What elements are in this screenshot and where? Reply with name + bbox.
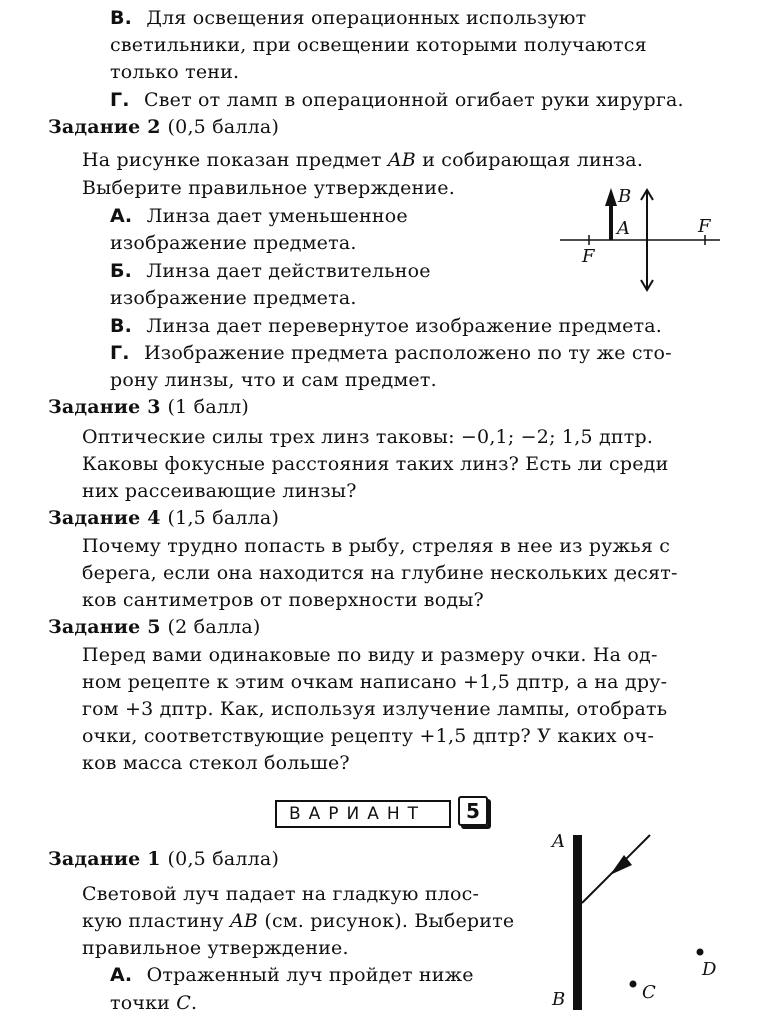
label-c: C bbox=[642, 982, 656, 1003]
plate-diagram bbox=[540, 825, 760, 1024]
task-title: Задание 5 bbox=[48, 616, 161, 638]
option-text: Линза дает перевернутое изображение предмета. bbox=[146, 315, 662, 337]
option-text: точки bbox=[110, 992, 177, 1014]
prev-option-v-line3: только тени. bbox=[110, 61, 240, 83]
task-points: (1,5 балла) bbox=[167, 507, 280, 529]
task2-option-g-line2: рону линзы, что и сам предмет. bbox=[110, 369, 437, 391]
body-text: (см. рисунок). Выберите bbox=[258, 910, 515, 932]
point-c bbox=[630, 981, 637, 988]
task4-header bbox=[48, 505, 279, 531]
task3-line3: них рассеивающие линзы? bbox=[82, 480, 357, 502]
label-f-right: F bbox=[698, 216, 711, 237]
option-marker: А. bbox=[110, 205, 133, 227]
task2-option-v bbox=[110, 313, 662, 339]
plate-ab bbox=[573, 835, 582, 1010]
label-b: B bbox=[552, 989, 566, 1010]
task2-header bbox=[48, 114, 279, 140]
body-text: кую пластину bbox=[82, 910, 230, 932]
option-marker: Г. bbox=[110, 89, 130, 111]
option-text: Для освещения операционных используют bbox=[146, 7, 587, 29]
option-marker: Б. bbox=[110, 260, 133, 282]
task5-line1: Перед вами одинаковые по виду и размеру очки. На од- bbox=[82, 644, 658, 666]
label-a: A bbox=[552, 831, 566, 852]
task3-line2: Каковы фокусные расстояния таких линз? Есть ли среди bbox=[82, 453, 669, 475]
task2-intro-line1 bbox=[82, 147, 643, 173]
task2-option-a-line2: изображение предмета. bbox=[110, 232, 357, 254]
label-a: A bbox=[617, 218, 631, 239]
ray-arrowhead bbox=[610, 855, 632, 875]
variant-label: ВАРИАНТ bbox=[275, 800, 451, 828]
option-marker: А. bbox=[110, 964, 133, 986]
plate-label: AB bbox=[230, 910, 259, 932]
point-d bbox=[697, 949, 704, 956]
task-points: (0,5 балла) bbox=[167, 848, 280, 870]
v5-task1-line1: Световой луч падает на гладкую плос- bbox=[82, 883, 480, 905]
lens-diagram bbox=[555, 180, 725, 300]
v5-task1-option-a-line2 bbox=[110, 990, 197, 1016]
variant-number: 5 bbox=[458, 796, 488, 826]
task5-line3: гом +3 дптр. Как, используя излучение лампы, отобрать bbox=[82, 698, 668, 720]
task5-line4: очки, соответствующие рецепту +1,5 дптр? У каких оч- bbox=[82, 725, 655, 747]
label-d: D bbox=[702, 959, 717, 980]
task3-header bbox=[48, 394, 249, 420]
task-points: (1 балл) bbox=[167, 396, 250, 418]
task3-line1: Оптические силы трех линз таковы: −0,1; −2; 1,5 дптр. bbox=[82, 426, 654, 448]
intro-text: и собирающая линза. bbox=[415, 149, 644, 171]
task2-option-g bbox=[110, 340, 672, 366]
task2-option-b bbox=[110, 258, 431, 284]
option-text: Линза дает действительное bbox=[146, 260, 431, 282]
option-marker: Г. bbox=[110, 342, 130, 364]
label-b: B bbox=[618, 186, 632, 207]
option-text: Отраженный луч пройдет ниже bbox=[146, 964, 474, 986]
prev-option-v bbox=[110, 5, 586, 31]
v5-task1-option-a bbox=[110, 962, 474, 988]
task4-line3: ков сантиметров от поверхности воды? bbox=[82, 589, 484, 611]
object-label: AB bbox=[387, 149, 416, 171]
task-points: (2 балла) bbox=[167, 616, 261, 638]
task4-line1: Почему трудно попасть в рыбу, стреляя в нее из ружья с bbox=[82, 535, 671, 557]
option-text: . bbox=[191, 992, 198, 1014]
task-title: Задание 4 bbox=[48, 507, 161, 529]
task2-option-b-line2: изображение предмета. bbox=[110, 287, 357, 309]
point-label: C bbox=[176, 992, 192, 1014]
label-f-left: F bbox=[582, 246, 595, 267]
v5-task1-line3: правильное утверждение. bbox=[82, 937, 349, 959]
option-marker: В. bbox=[110, 7, 133, 29]
task2-option-a bbox=[110, 203, 408, 229]
option-marker: В. bbox=[110, 315, 133, 337]
option-text: Свет от ламп в операционной огибает руки хирурга. bbox=[143, 89, 684, 111]
task-points: (0,5 балла) bbox=[167, 116, 280, 138]
task-title: Задание 1 bbox=[48, 848, 161, 870]
task4-line2: берега, если она находится на глубине нескольких десят- bbox=[82, 562, 678, 584]
option-text: Изображение предмета расположено по ту же сто- bbox=[143, 342, 672, 364]
v5-task1-line2 bbox=[82, 908, 514, 934]
object-arrowhead bbox=[605, 188, 617, 206]
task2-intro-line2: Выберите правильное утверждение. bbox=[82, 177, 455, 199]
prev-option-g bbox=[110, 87, 684, 113]
v5-task1-header bbox=[48, 846, 279, 872]
task5-header bbox=[48, 614, 261, 640]
task-title: Задание 2 bbox=[48, 116, 161, 138]
intro-text: На рисунке показан предмет bbox=[82, 149, 388, 171]
task5-line5: ков масса стекол больше? bbox=[82, 752, 350, 774]
prev-option-v-line2: светильники, при освещении которыми получаются bbox=[110, 34, 647, 56]
option-text: Линза дает уменьшенное bbox=[146, 205, 408, 227]
task-title: Задание 3 bbox=[48, 396, 161, 418]
task5-line2: ном рецепте к этим очкам написано +1,5 дптр, а на дру- bbox=[82, 671, 668, 693]
